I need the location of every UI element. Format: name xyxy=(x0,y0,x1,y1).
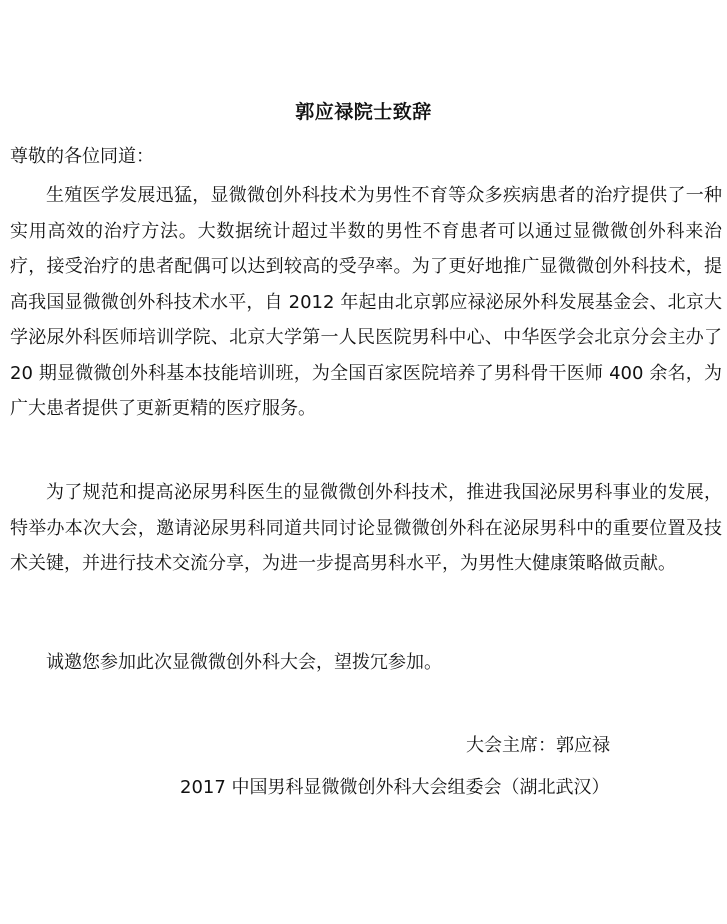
signature-organizer: 2017 中国男科显微微创外科大会组委会（湖北武汉） xyxy=(180,777,610,798)
paragraph-1: 生殖医学发展迅猛，显微微创外科技术为男性不育等众多疾病患者的治疗提供了一种实用高效的治疗方法。大数据统计超过半数的男性不育患者可以通过显微微创外科来治疗，接受治疗的患者配偶可以达到较高的受孕率。为了更好地推广显微微创外科技术，提高我国显微微创外科技术水平，自 2012 年起由北京郭应禄泌尿外科发展基金会、北京大学泌尿外科医师培训学院、北京大学第一人民医院男科中心、中华医学会北京分会主办了 20 期显微微创外科基本技能培训班，为全国百家医院培养了男科骨干医师 400 余名，为广大患者提供了更新更精的医疗服务。 xyxy=(10,185,722,419)
paragraph-2: 为了规范和提高泌尿男科医生的显微微创外科技术，推进我国泌尿男科事业的发展，特举办本次大会，邀请泌尿男科同道共同讨论显微微创外科在泌尿男科中的重要位置及技术关键，并进行技术交流分享，为进一步提高男科水平，为男性大健康策略做贡献。 xyxy=(10,482,722,574)
page-title: 郭应禄院士致辞 xyxy=(295,101,432,123)
paragraph-3: 诚邀您参加此次显微微创外科大会，望拨冗参加。 xyxy=(46,652,442,673)
signature-chair: 大会主席：郭应禄 xyxy=(466,735,610,756)
salutation: 尊敬的各位同道： xyxy=(10,146,154,167)
